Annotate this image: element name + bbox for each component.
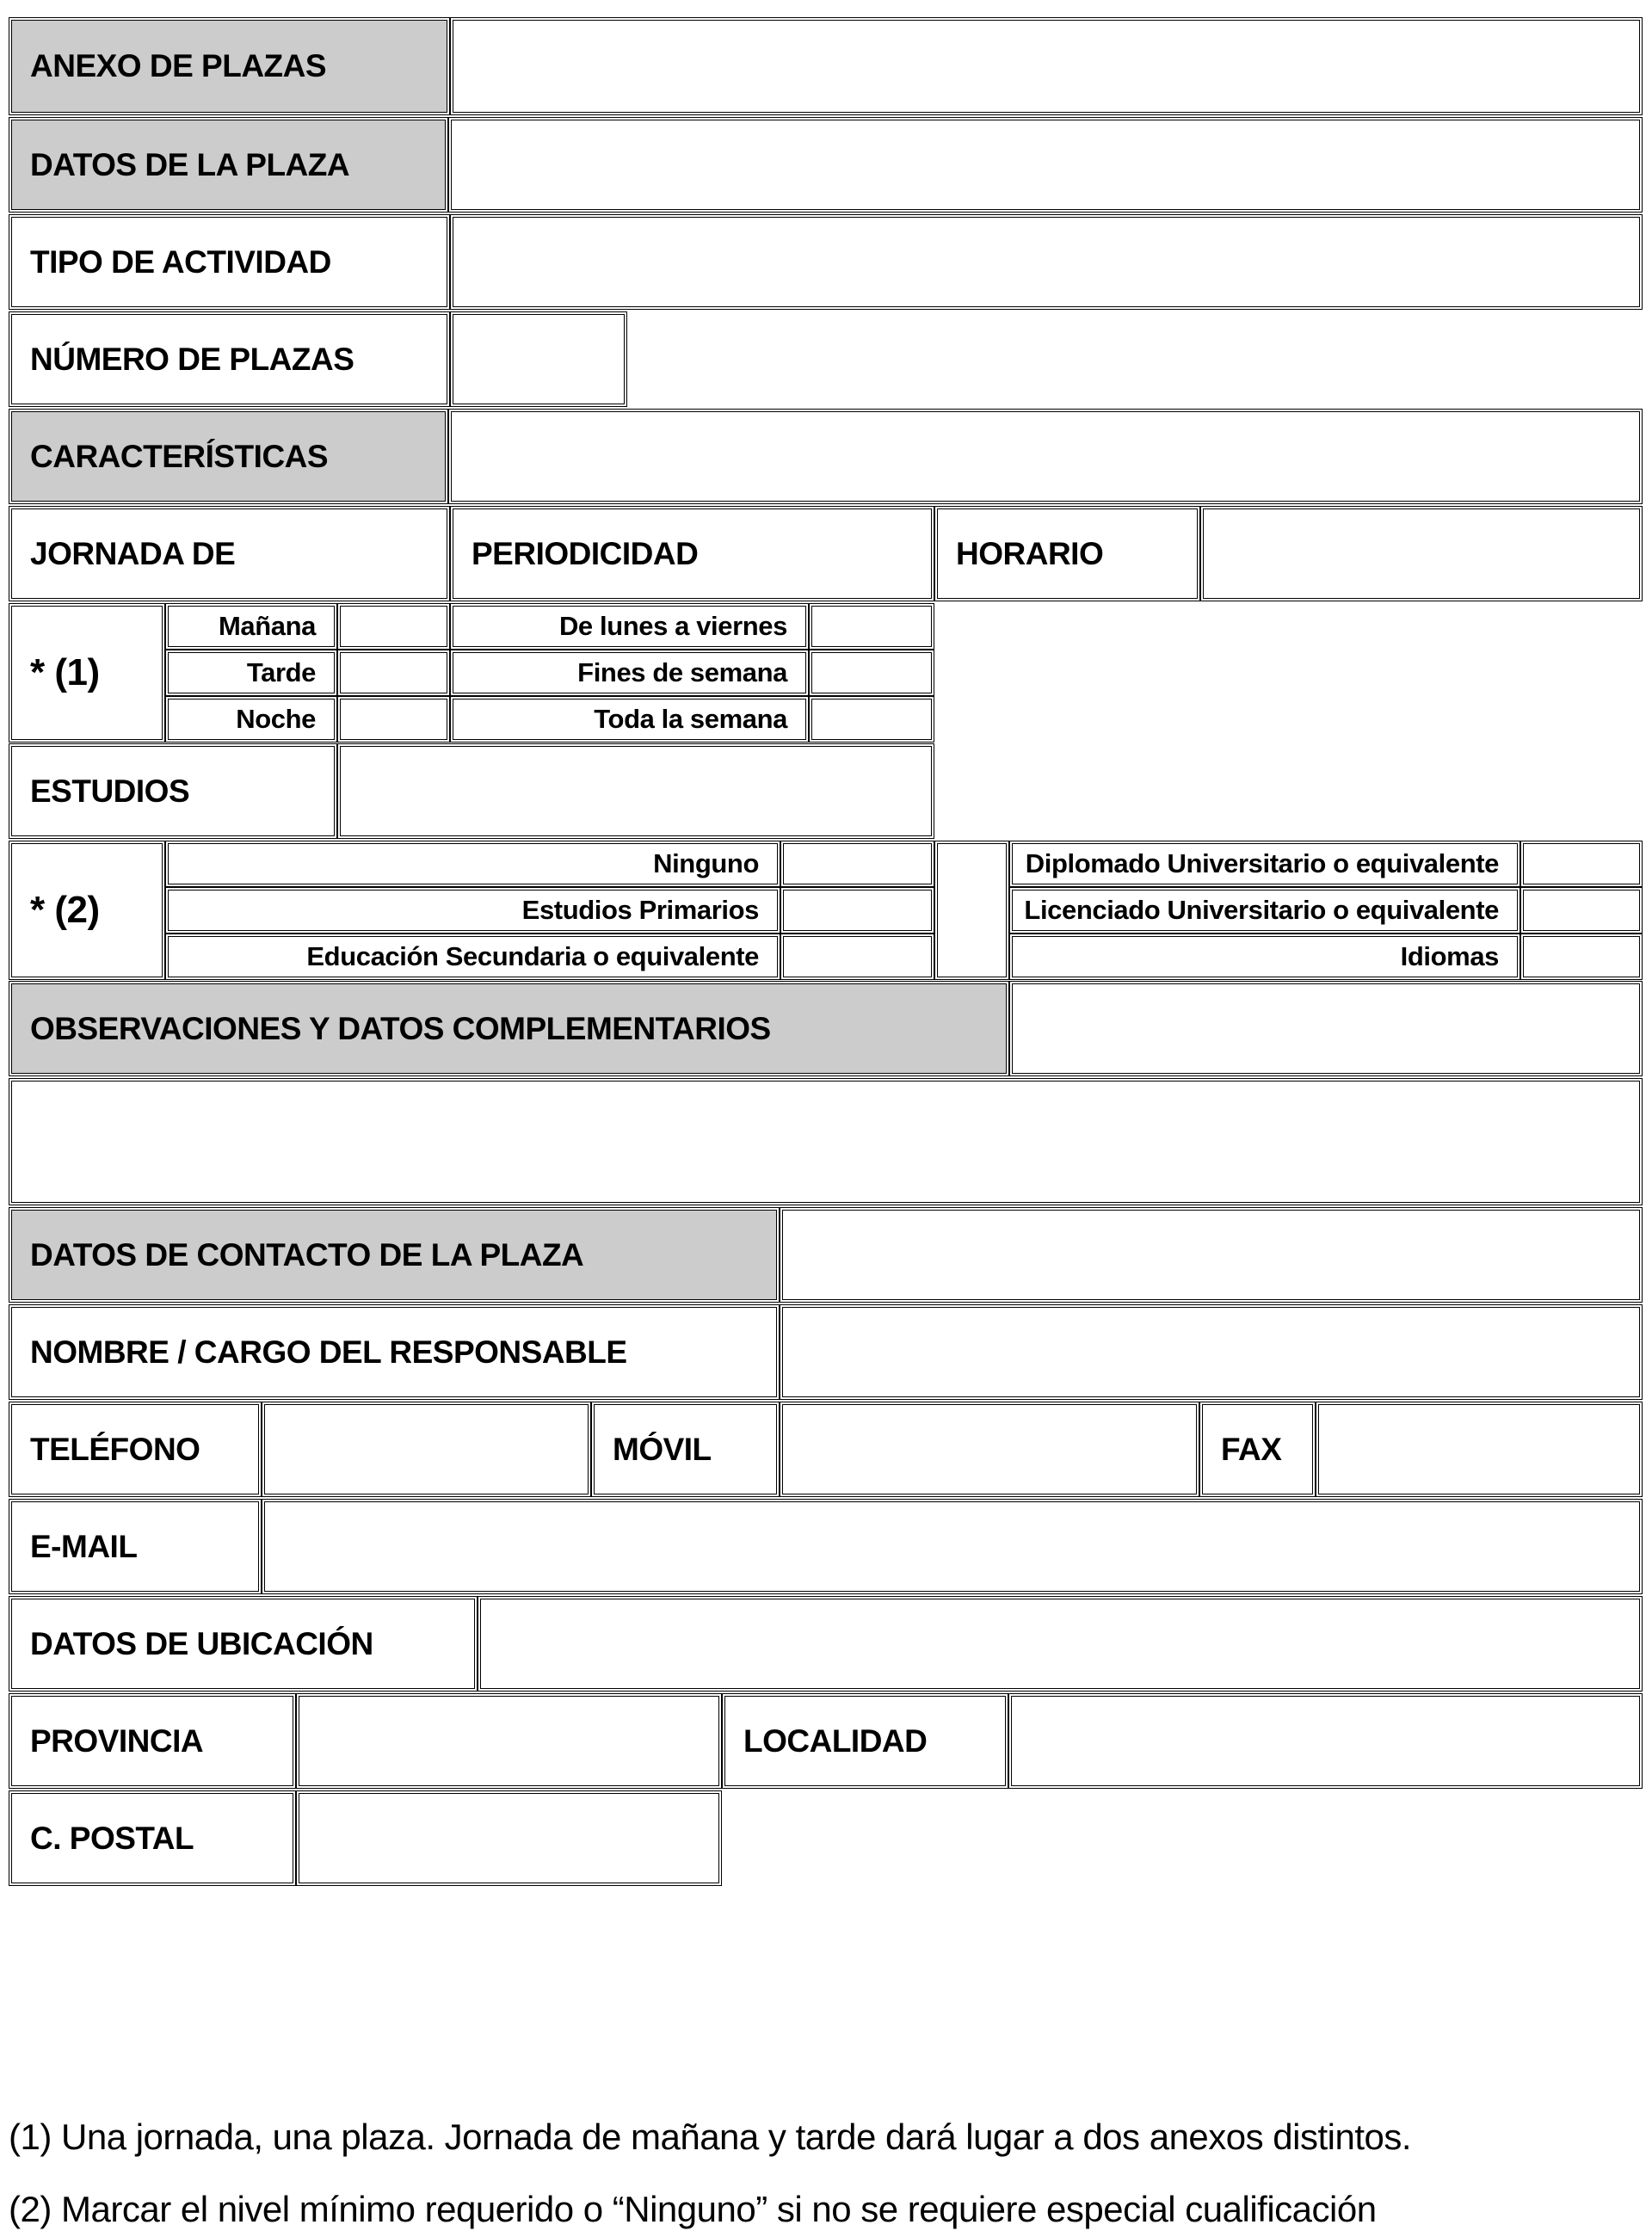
footnote-2: (2) Marcar el nivel mínimo requerido o “Ninguno” si no se requiere especial cualificación xyxy=(9,2189,1377,2229)
localidad-label: LOCALIDAD xyxy=(722,1693,1008,1789)
datos-plaza-label: DATOS DE LA PLAZA xyxy=(9,117,448,213)
jornada-checkbox-manana[interactable] xyxy=(337,603,450,650)
jornada-label: JORNADA DE xyxy=(9,506,450,601)
observaciones-label: OBSERVACIONES Y DATOS COMPLEMENTARIOS xyxy=(9,981,1009,1076)
numero-plazas-label: NÚMERO DE PLAZAS xyxy=(9,311,450,407)
jornada-checkbox-tarde[interactable] xyxy=(337,650,450,696)
footnote-1: (1) Una jornada, una plaza. Jornada de mañana y tarde dará lugar a dos anexos distintos. xyxy=(9,2117,1412,2157)
periodicidad-option-lunes-viernes: De lunes a viernes xyxy=(450,603,809,650)
estudios-field[interactable] xyxy=(337,743,934,839)
datos-ubicacion-label: DATOS DE UBICACIÓN xyxy=(9,1596,478,1692)
anexo-field[interactable] xyxy=(450,17,1643,115)
estudios-checkbox-idiomas[interactable] xyxy=(1520,934,1643,980)
estudios-option-licenciado: Licenciado Universitario o equivalente xyxy=(1009,887,1520,934)
fax-label: FAX xyxy=(1199,1402,1316,1497)
localidad-field[interactable] xyxy=(1008,1693,1643,1789)
periodicidad-label: PERIODICIDAD xyxy=(450,506,934,601)
periodicidad-checkbox-toda-semana[interactable] xyxy=(809,696,934,743)
cpostal-label: C. POSTAL xyxy=(9,1790,296,1886)
fax-field[interactable] xyxy=(1316,1402,1643,1497)
nombre-cargo-label: NOMBRE / CARGO DEL RESPONSABLE xyxy=(9,1304,780,1400)
estudios-checkbox-ninguno[interactable] xyxy=(780,841,934,887)
telefono-field[interactable] xyxy=(262,1402,591,1497)
anexo-label: ANEXO DE PLAZAS xyxy=(9,17,450,115)
tipo-actividad-label: TIPO DE ACTIVIDAD xyxy=(9,214,450,310)
estudios-option-primarios: Estudios Primarios xyxy=(165,887,780,934)
nombre-cargo-field[interactable] xyxy=(780,1304,1643,1400)
periodicidad-option-toda-semana: Toda la semana xyxy=(450,696,809,743)
datos-ubicacion-field[interactable] xyxy=(478,1596,1643,1692)
jornada-checkbox-noche[interactable] xyxy=(337,696,450,743)
tipo-actividad-field[interactable] xyxy=(450,214,1643,310)
datos-plaza-field[interactable] xyxy=(448,117,1643,213)
horario-field[interactable] xyxy=(1200,506,1643,601)
estudios-separator-cell xyxy=(934,841,1009,980)
estudios-checkbox-primarios[interactable] xyxy=(780,887,934,934)
horario-label: HORARIO xyxy=(934,506,1200,601)
movil-label: MÓVIL xyxy=(591,1402,780,1497)
estudios-checkbox-diplomado[interactable] xyxy=(1520,841,1643,887)
jornada-option-tarde: Tarde xyxy=(165,650,337,696)
datos-contacto-field[interactable] xyxy=(780,1207,1643,1303)
estudios-checkbox-secundaria[interactable] xyxy=(780,934,934,980)
estudios-option-diplomado: Diplomado Universitario o equivalente xyxy=(1009,841,1520,887)
estudios-checkbox-licenciado[interactable] xyxy=(1520,887,1643,934)
observaciones-textarea[interactable] xyxy=(9,1078,1643,1205)
provincia-field[interactable] xyxy=(296,1693,722,1789)
telefono-label: TELÉFONO xyxy=(9,1402,262,1497)
datos-contacto-label: DATOS DE CONTACTO DE LA PLAZA xyxy=(9,1207,780,1303)
movil-field[interactable] xyxy=(780,1402,1199,1497)
email-field[interactable] xyxy=(262,1499,1643,1594)
jornada-option-noche: Noche xyxy=(165,696,337,743)
caracteristicas-field[interactable] xyxy=(448,409,1643,504)
mark-2-label: * (2) xyxy=(9,841,165,980)
cpostal-field[interactable] xyxy=(296,1790,722,1886)
observaciones-side-field[interactable] xyxy=(1009,981,1643,1076)
estudios-option-ninguno: Ninguno xyxy=(165,841,780,887)
periodicidad-checkbox-lunes-viernes[interactable] xyxy=(809,603,934,650)
estudios-label: ESTUDIOS xyxy=(9,743,337,839)
periodicidad-checkbox-fines-semana[interactable] xyxy=(809,650,934,696)
mark-1-label: * (1) xyxy=(9,603,165,743)
numero-plazas-field[interactable] xyxy=(450,311,627,407)
periodicidad-option-fines-semana: Fines de semana xyxy=(450,650,809,696)
caracteristicas-label: CARACTERÍSTICAS xyxy=(9,409,448,504)
email-label: E-MAIL xyxy=(9,1499,262,1594)
estudios-option-secundaria: Educación Secundaria o equivalente xyxy=(165,934,780,980)
jornada-option-manana: Mañana xyxy=(165,603,337,650)
provincia-label: PROVINCIA xyxy=(9,1693,296,1789)
estudios-option-idiomas: Idiomas xyxy=(1009,934,1520,980)
